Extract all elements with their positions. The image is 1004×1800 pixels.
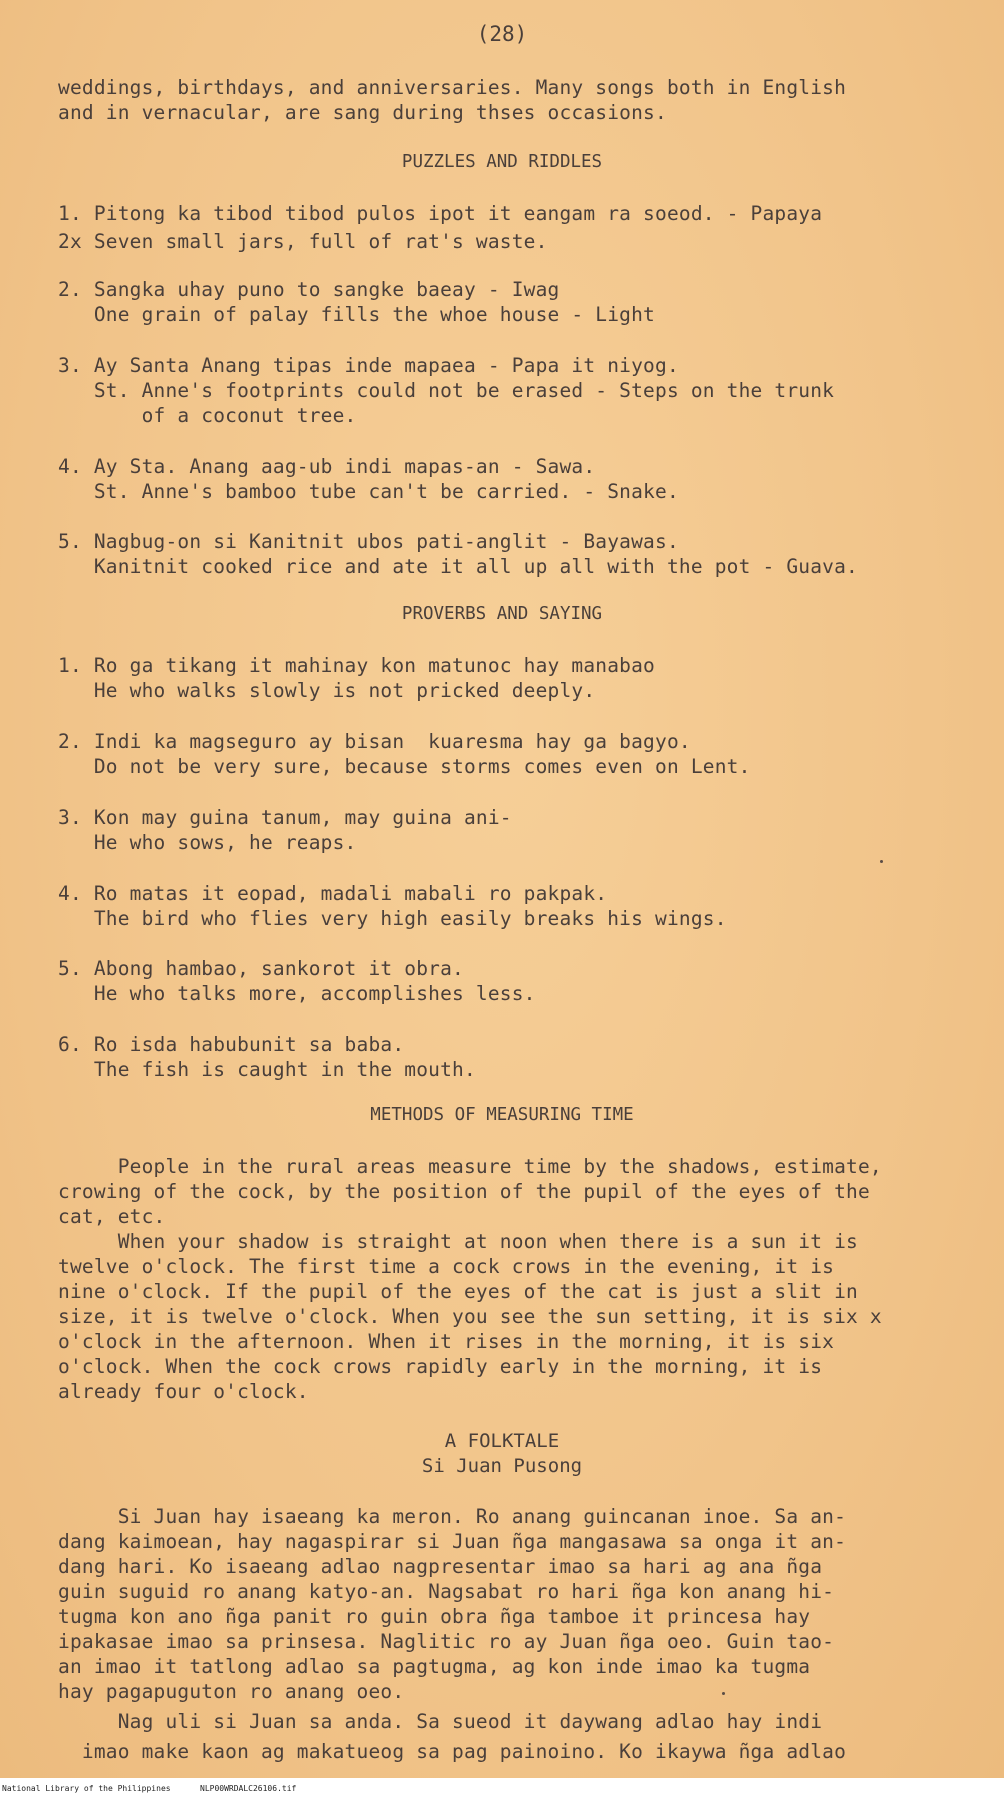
footer-library: National Library of the Philippines: [2, 1784, 171, 1793]
riddle-line: Kanitnit cooked rice and ate it all up all with the pot - Guava.: [58, 555, 858, 578]
folktale-line: an imao it tatlong adlao sa pagtugma, ag kon inde imao ka tugma: [58, 1655, 811, 1678]
scan-footer: [0, 1778, 1004, 1800]
intro-line: weddings, birthdays, and anniversaries. Many songs both in English: [58, 76, 847, 99]
riddle-line: St. Anne's footprints could not be erased - Steps on the trunk: [58, 379, 835, 402]
proverb-line: He who talks more, accomplishes less.: [58, 982, 536, 1005]
riddle-line: 5. Nagbug-on si Kanitnit ubos pati-anglit - Bayawas.: [58, 530, 679, 553]
ink-speck: [722, 1692, 725, 1695]
folktale-line: hay pagapuguton ro anang oeo.: [58, 1680, 405, 1703]
time-line: already four o'clock.: [58, 1380, 309, 1403]
riddle-line: 2. Sangka uhay puno to sangke baeay - Iwag: [58, 278, 560, 301]
page-number: (28): [476, 22, 528, 46]
time-line: o'clock. When the cock crows rapidly early in the morning, it is: [58, 1355, 823, 1378]
riddle-line: 1. Pitong ka tibod tibod pulos ipot it eangam ra soeod. - Papaya: [58, 202, 823, 225]
proverb-line: 1. Ro ga tikang it mahinay kon matunoc hay manabao: [58, 654, 655, 677]
riddle-line: of a coconut tree.: [58, 404, 357, 427]
folktale-line: tugma kon ano ñga panit ro guin obra ñga tamboe it princesa hay: [58, 1605, 811, 1628]
time-line: size, it is twelve o'clock. When you see the sun setting, it is six x: [58, 1305, 882, 1328]
proverb-line: 3. Kon may guina tanum, may guina ani-: [58, 806, 512, 829]
proverb-line: 4. Ro matas it eopad, madali mabali ro pakpak.: [58, 882, 608, 905]
proverbs-heading: PROVERBS AND SAYING: [401, 604, 603, 624]
proverb-line: The bird who flies very high easily breaks his wings.: [58, 907, 727, 930]
folktale-line: Si Juan hay isaeang ka meron. Ro anang guincanan inoe. Sa an-: [58, 1505, 847, 1528]
folktale-subtitle: Si Juan Pusong: [421, 1455, 583, 1477]
folktale-line: dang kaimoean, hay nagaspirar si Juan ñga mangasawa sa onga it an-: [58, 1530, 847, 1553]
footer-file: NLP00WRDALC26106.tif: [200, 1784, 297, 1793]
riddle-line: 2x Seven small jars, full of rat's waste.: [58, 230, 548, 253]
time-line: o'clock in the afternoon. When it rises in the morning, it is six: [58, 1330, 835, 1353]
folktale-line: ipakasae imao sa prinsesa. Naglitic ro ay Juan ñga oeo. Guin tao-: [58, 1630, 835, 1653]
proverb-line: 6. Ro isda habubunit sa baba.: [58, 1033, 405, 1056]
riddle-line: 4. Ay Sta. Anang aag-ub indi mapas-an - Sawa.: [58, 455, 596, 478]
time-line: People in the rural areas measure time by the shadows, estimate,: [58, 1155, 882, 1178]
folktale-line: guin suguid ro anang katyo-an. Nagsabat ro hari ñga kon anang hi-: [58, 1580, 835, 1603]
time-line: cat, etc.: [58, 1205, 166, 1228]
riddle-line: One grain of palay fills the whoe house - Light: [58, 303, 655, 326]
folktale-line: imao make kaon ag makatueog sa pag painoino. Ko ikaywa ñga adlao: [58, 1740, 847, 1763]
intro-line: and in vernacular, are sang during thses occasions.: [58, 101, 667, 124]
folktale-line: Nag uli si Juan sa anda. Sa sueod it daywang adlao hay indi: [58, 1710, 823, 1733]
time-line: crowing of the cock, by the position of the pupil of the eyes of the: [58, 1180, 870, 1203]
proverb-line: Do not be very sure, because storms comes even on Lent.: [58, 755, 751, 778]
time-line: nine o'clock. If the pupil of the eyes of the cat is just a slit in: [58, 1280, 858, 1303]
time-line: When your shadow is straight at noon when there is a sun it is: [58, 1230, 858, 1253]
proverb-line: He who walks slowly is not pricked deeply.: [58, 679, 596, 702]
proverb-line: 5. Abong hambao, sankorot it obra.: [58, 957, 464, 980]
time-heading: METHODS OF MEASURING TIME: [370, 1105, 634, 1125]
folktale-heading: A FOLKTALE: [444, 1430, 560, 1452]
riddle-line: 3. Ay Santa Anang tipas inde mapaea - Papa it niyog.: [58, 354, 679, 377]
proverb-line: The fish is caught in the mouth.: [58, 1058, 476, 1081]
proverb-line: He who sows, he reaps.: [58, 831, 357, 854]
riddle-line: St. Anne's bamboo tube can't be carried. - Snake.: [58, 480, 679, 503]
ink-speck: [880, 860, 883, 863]
time-line: twelve o'clock. The first time a cock crows in the evening, it is: [58, 1255, 835, 1278]
puzzles-heading: PUZZLES AND RIDDLES: [401, 152, 603, 172]
folktale-line: dang hari. Ko isaeang adlao nagpresentar imao sa hari ag ana ñga: [58, 1555, 823, 1578]
proverb-line: 2. Indi ka magseguro ay bisan kuaresma hay ga bagyo.: [58, 730, 691, 753]
